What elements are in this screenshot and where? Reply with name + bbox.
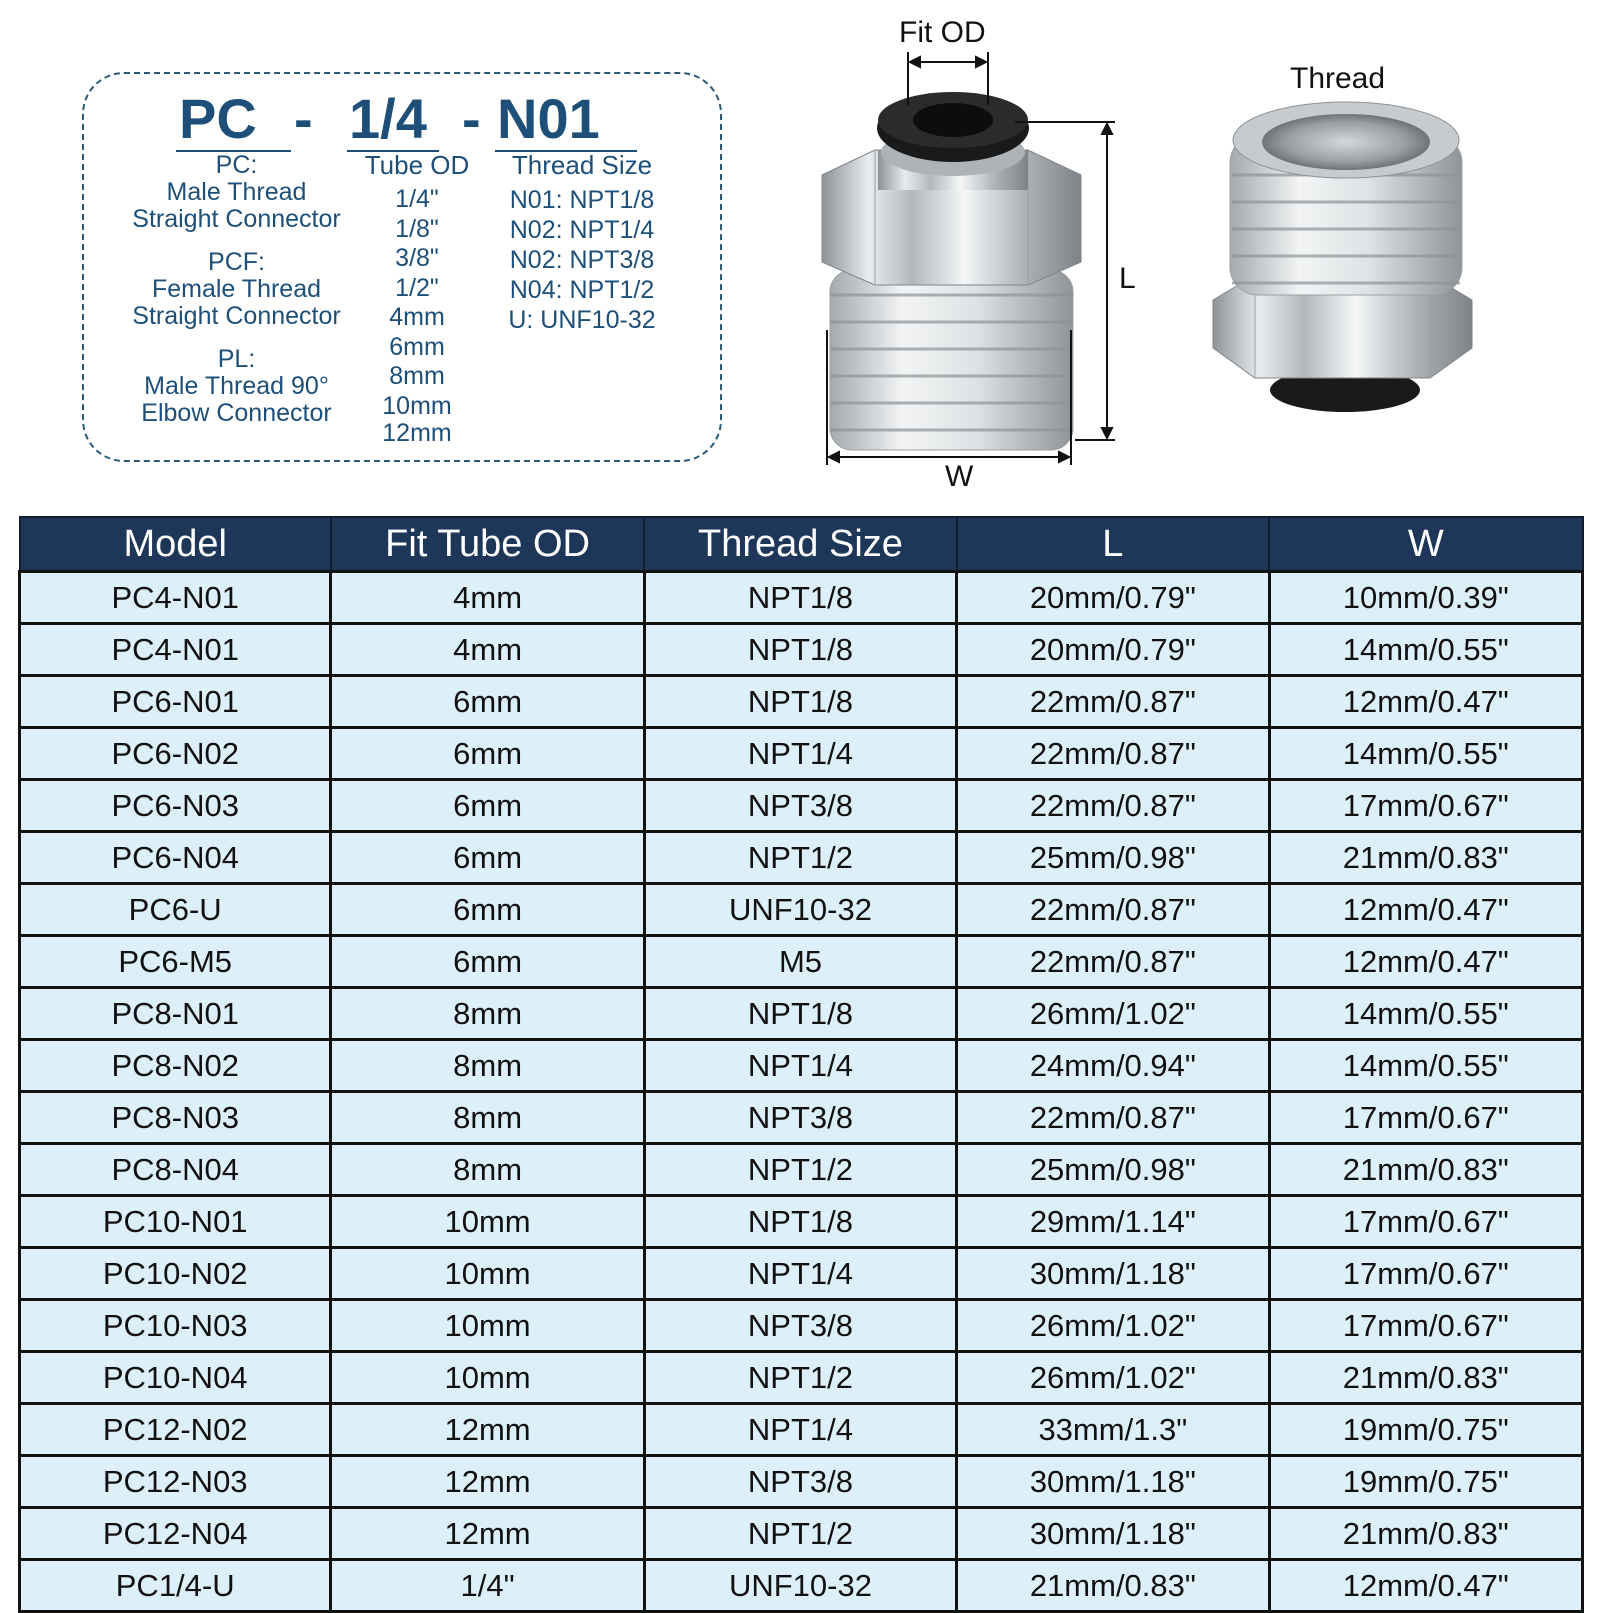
- table-header-row: [20, 517, 1583, 572]
- thread-size-value: N02: NPT3/8: [509, 246, 655, 274]
- tube-od-value: 6mm: [389, 332, 445, 361]
- cell-fit-tube-od: 10mm: [331, 1352, 644, 1404]
- fitting-drawings: [800, 0, 1600, 510]
- cell-length: 22mm/0.87": [957, 728, 1269, 780]
- connector-type-pl: PL: Male Thread 90° Elbow Connector: [141, 345, 332, 427]
- cell-width: 14mm/0.55": [1269, 1040, 1582, 1092]
- cell-thread-size: NPT1/2: [644, 1352, 956, 1404]
- tube-od-header: Tube OD: [364, 150, 470, 180]
- code-separator: -: [462, 87, 481, 150]
- tube-od-value: 12mm: [382, 419, 452, 447]
- cell-model: PC8-N01: [20, 988, 331, 1040]
- cell-fit-tube-od: 6mm: [331, 728, 644, 780]
- cell-length: 22mm/0.87": [957, 936, 1269, 988]
- cell-model: PC8-N04: [20, 1144, 331, 1196]
- cell-width: 10mm/0.39": [1269, 572, 1582, 624]
- cell-width: 17mm/0.67": [1269, 1092, 1582, 1144]
- fitting-side-view: [822, 92, 1081, 450]
- cell-length: 20mm/0.79": [957, 572, 1269, 624]
- cell-model: PC6-N04: [20, 832, 331, 884]
- cell-model: PC10-N02: [20, 1248, 331, 1300]
- cell-thread-size: NPT3/8: [644, 1300, 956, 1352]
- table-row: [20, 1092, 1583, 1144]
- cell-fit-tube-od: 4mm: [331, 572, 644, 624]
- cell-thread-size: NPT1/8: [644, 624, 956, 676]
- cell-length: 30mm/1.18": [957, 1248, 1269, 1300]
- table-row: [20, 988, 1583, 1040]
- cell-thread-size: M5: [644, 936, 956, 988]
- cell-fit-tube-od: 6mm: [331, 780, 644, 832]
- cell-model: PC10-N03: [20, 1300, 331, 1352]
- cell-length: 22mm/0.87": [957, 1092, 1269, 1144]
- cell-width: 19mm/0.75": [1269, 1404, 1582, 1456]
- cell-length: 24mm/0.94": [957, 1040, 1269, 1092]
- cell-fit-tube-od: 4mm: [331, 624, 644, 676]
- thread-size-value: N04: NPT1/2: [509, 276, 655, 304]
- column-header-model: Model: [20, 517, 331, 572]
- cell-fit-tube-od: 8mm: [331, 1092, 644, 1144]
- cell-width: 12mm/0.47": [1269, 1560, 1582, 1612]
- table-row: [20, 1248, 1583, 1300]
- spec-table: [18, 516, 1584, 1613]
- cell-thread-size: NPT1/4: [644, 728, 956, 780]
- cell-thread-size: UNF10-32: [644, 884, 956, 936]
- cell-width: 17mm/0.67": [1269, 1300, 1582, 1352]
- cell-model: PC10-N04: [20, 1352, 331, 1404]
- product-illustration: [800, 0, 1600, 510]
- cell-fit-tube-od: 1/4": [331, 1560, 644, 1612]
- table-row: [20, 676, 1583, 728]
- cell-fit-tube-od: 6mm: [331, 832, 644, 884]
- table-row: [20, 1508, 1583, 1560]
- cell-width: 17mm/0.67": [1269, 1248, 1582, 1300]
- cell-length: 20mm/0.79": [957, 624, 1269, 676]
- cell-length: 22mm/0.87": [957, 884, 1269, 936]
- cell-model: PC12-N02: [20, 1404, 331, 1456]
- thread-size-value: N01: NPT1/8: [509, 186, 655, 214]
- tube-od-value: 8mm: [389, 362, 445, 390]
- tube-od-list: [362, 150, 472, 445]
- table-row: [20, 1456, 1583, 1508]
- cell-length: 22mm/0.87": [957, 780, 1269, 832]
- cell-fit-tube-od: 8mm: [331, 1040, 644, 1092]
- table-row: [20, 884, 1583, 936]
- cell-width: 17mm/0.67": [1269, 1196, 1582, 1248]
- cell-thread-size: NPT1/8: [644, 572, 956, 624]
- cell-length: 22mm/0.87": [957, 676, 1269, 728]
- cell-model: PC8-N02: [20, 1040, 331, 1092]
- cell-model: PC10-N01: [20, 1196, 331, 1248]
- cell-model: PC1/4-U: [20, 1560, 331, 1612]
- cell-thread-size: NPT3/8: [644, 780, 956, 832]
- column-header-fit-tube-od: Fit Tube OD: [331, 517, 644, 572]
- cell-thread-size: NPT3/8: [644, 1092, 956, 1144]
- cell-thread-size: NPT3/8: [644, 1456, 956, 1508]
- column-header-length: L: [957, 517, 1269, 572]
- table-row: [20, 1300, 1583, 1352]
- cell-fit-tube-od: 12mm: [331, 1456, 644, 1508]
- cell-width: 12mm/0.47": [1269, 936, 1582, 988]
- thread-size-list: [492, 150, 672, 335]
- column-header-thread-size: Thread Size: [644, 517, 956, 572]
- cell-width: 14mm/0.55": [1269, 988, 1582, 1040]
- table-row: [20, 572, 1583, 624]
- cell-width: 14mm/0.55": [1269, 728, 1582, 780]
- cell-fit-tube-od: 12mm: [331, 1404, 644, 1456]
- cell-length: 26mm/1.02": [957, 1300, 1269, 1352]
- cell-fit-tube-od: 8mm: [331, 988, 644, 1040]
- table-row: [20, 1404, 1583, 1456]
- table-row: [20, 936, 1583, 988]
- code-segment-thread: N01: [497, 87, 600, 150]
- cell-width: 19mm/0.75": [1269, 1456, 1582, 1508]
- cell-thread-size: NPT1/4: [644, 1404, 956, 1456]
- cell-model: PC6-N01: [20, 676, 331, 728]
- table-row: [20, 1040, 1583, 1092]
- cell-thread-size: NPT1/4: [644, 1040, 956, 1092]
- cell-fit-tube-od: 6mm: [331, 884, 644, 936]
- cell-width: 21mm/0.83": [1269, 1508, 1582, 1560]
- length-label: L: [1119, 262, 1136, 295]
- code-separator: -: [294, 87, 313, 150]
- tube-od-value: 3/8": [395, 244, 439, 272]
- width-label: W: [945, 460, 974, 493]
- thread-size-value: U: UNF10-32: [508, 306, 656, 334]
- cell-width: 12mm/0.47": [1269, 676, 1582, 728]
- code-segment-tube-od: 1/4: [349, 87, 427, 150]
- table-row: [20, 1196, 1583, 1248]
- tube-od-value: 1/8": [395, 214, 439, 243]
- cell-thread-size: NPT1/2: [644, 832, 956, 884]
- cell-fit-tube-od: 10mm: [331, 1300, 644, 1352]
- cell-model: PC6-N03: [20, 780, 331, 832]
- cell-model: PC4-N01: [20, 572, 331, 624]
- thread-size-value: N02: NPT1/4: [509, 216, 655, 244]
- cell-thread-size: NPT1/8: [644, 1196, 956, 1248]
- cell-length: 30mm/1.18": [957, 1508, 1269, 1560]
- fitting-thread-view: [1213, 102, 1472, 412]
- cell-length: 21mm/0.83": [957, 1560, 1269, 1612]
- table-row: [20, 832, 1583, 884]
- cell-width: 12mm/0.47": [1269, 884, 1582, 936]
- cell-width: 21mm/0.83": [1269, 832, 1582, 884]
- cell-fit-tube-od: 10mm: [331, 1196, 644, 1248]
- thread-label: Thread: [1290, 62, 1386, 95]
- tube-od-value: 1/4": [395, 185, 439, 213]
- cell-thread-size: NPT1/8: [644, 988, 956, 1040]
- cell-width: 21mm/0.83": [1269, 1144, 1582, 1196]
- table-row: [20, 1560, 1583, 1612]
- cell-length: 29mm/1.14": [957, 1196, 1269, 1248]
- cell-model: PC12-N03: [20, 1456, 331, 1508]
- connector-type-pcf: PCF: Female Thread Straight Connector: [132, 248, 341, 330]
- connector-type-list: [114, 152, 359, 443]
- table-row: [20, 1144, 1583, 1196]
- cell-length: 25mm/0.98": [957, 1144, 1269, 1196]
- cell-thread-size: NPT1/8: [644, 676, 956, 728]
- table-row: [20, 1352, 1583, 1404]
- cell-fit-tube-od: 6mm: [331, 676, 644, 728]
- cell-width: 14mm/0.55": [1269, 624, 1582, 676]
- cell-length: 33mm/1.3": [957, 1404, 1269, 1456]
- model-code-legend: [82, 72, 722, 462]
- column-header-width: W: [1269, 517, 1582, 572]
- cell-fit-tube-od: 10mm: [331, 1248, 644, 1300]
- cell-length: 30mm/1.18": [957, 1456, 1269, 1508]
- cell-fit-tube-od: 8mm: [331, 1144, 644, 1196]
- cell-model: PC6-U: [20, 884, 331, 936]
- cell-model: PC8-N03: [20, 1092, 331, 1144]
- cell-model: PC4-N01: [20, 624, 331, 676]
- table-row: [20, 780, 1583, 832]
- tube-od-value: 10mm: [382, 391, 452, 420]
- cell-thread-size: NPT1/2: [644, 1144, 956, 1196]
- tube-od-value: 1/2": [395, 273, 439, 302]
- connector-type-pc: PC: Male Thread Straight Connector: [132, 151, 341, 233]
- cell-fit-tube-od: 6mm: [331, 936, 644, 988]
- cell-thread-size: NPT1/2: [644, 1508, 956, 1560]
- thread-size-header: Thread Size: [511, 150, 653, 180]
- tube-od-value: 4mm: [389, 303, 445, 331]
- cell-length: 25mm/0.98": [957, 832, 1269, 884]
- table-row: [20, 624, 1583, 676]
- cell-thread-size: UNF10-32: [644, 1560, 956, 1612]
- cell-thread-size: NPT1/4: [644, 1248, 956, 1300]
- fit-od-label: Fit OD: [899, 16, 986, 49]
- code-segment-type: PC: [179, 87, 257, 150]
- cell-fit-tube-od: 12mm: [331, 1508, 644, 1560]
- cell-model: PC6-N02: [20, 728, 331, 780]
- cell-length: 26mm/1.02": [957, 988, 1269, 1040]
- cell-model: PC12-N04: [20, 1508, 331, 1560]
- cell-length: 26mm/1.02": [957, 1352, 1269, 1404]
- cell-model: PC6-M5: [20, 936, 331, 988]
- cell-width: 17mm/0.67": [1269, 780, 1582, 832]
- cell-width: 21mm/0.83": [1269, 1352, 1582, 1404]
- table-row: [20, 728, 1583, 780]
